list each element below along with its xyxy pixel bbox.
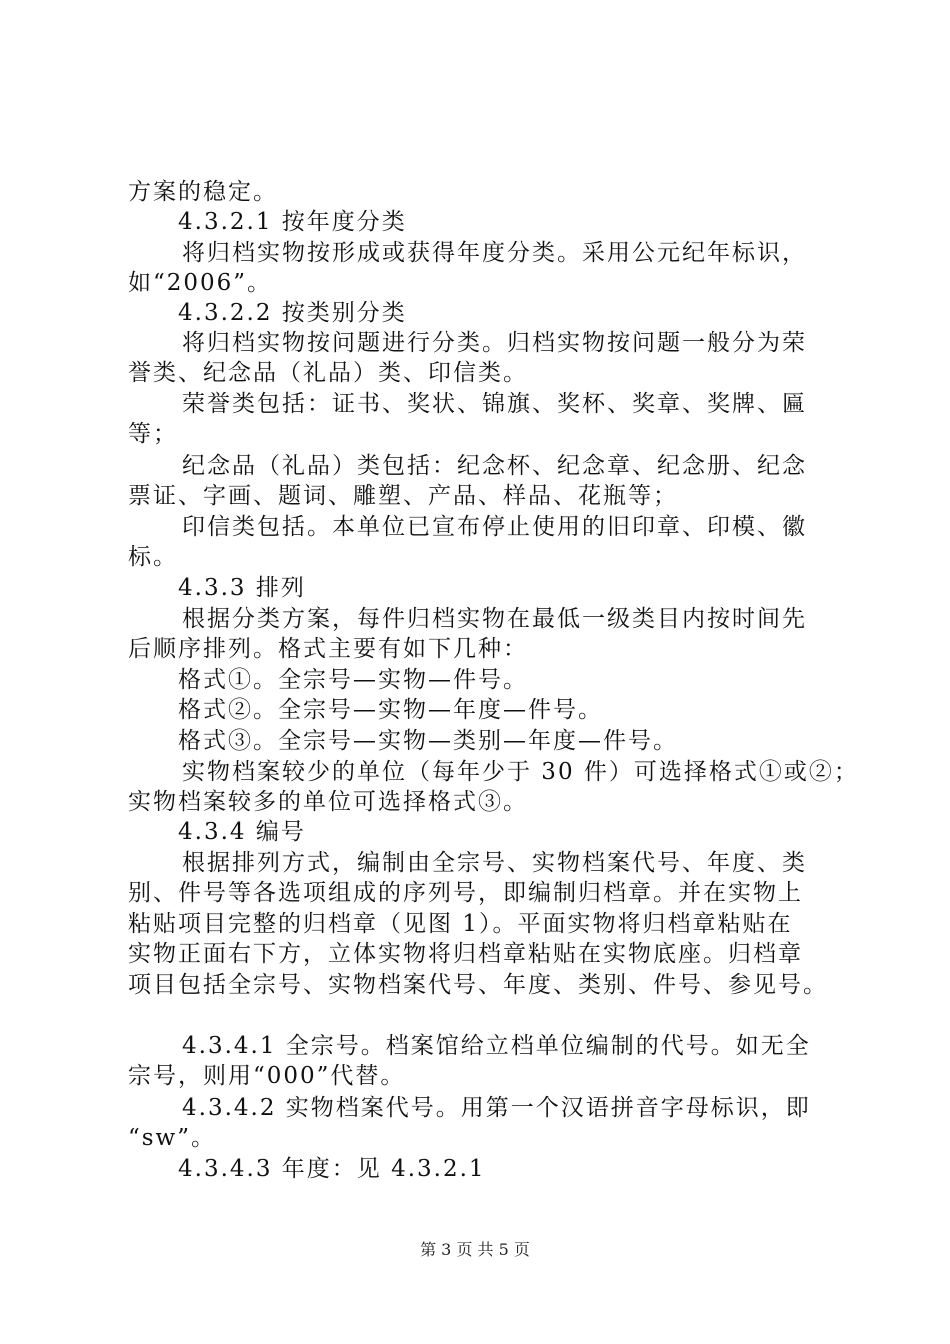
body-text-line: 4.3.4.2 实物档案代号。用第一个汉语拼音字母标识，即 bbox=[182, 1095, 811, 1121]
body-text-line: 粘贴项目完整的归档章（见图 1）。平面实物将归档章粘贴在 bbox=[128, 911, 793, 937]
body-text-line: 别、件号等各选项组成的序列号，即编制归档章。并在实物上 bbox=[128, 880, 803, 906]
body-text-line: 荣誉类包括：证书、奖状、锦旗、奖杯、奖章、奖牌、匾 bbox=[182, 391, 807, 417]
body-text-line: “sw”。 bbox=[128, 1125, 217, 1151]
body-text-line: 将归档实物按问题进行分类。归档实物按问题一般分为荣 bbox=[182, 330, 807, 356]
page-footer: 第 3 页 共 5 页 bbox=[420, 1240, 530, 1259]
body-text-line: 誉类、纪念品（礼品）类、印信类。 bbox=[128, 360, 528, 386]
body-text-line: 根据分类方案，每件归档实物在最低一级类目内按时间先 bbox=[182, 606, 807, 632]
body-text-line: 标。 bbox=[128, 544, 178, 570]
body-text-line: 方案的稳定。 bbox=[128, 179, 278, 205]
body-text-line: 印信类包括。本单位已宣布停止使用的旧印章、印模、徽 bbox=[182, 514, 807, 540]
body-text-line: 实物档案较多的单位可选择格式③。 bbox=[128, 789, 528, 815]
body-text-line: 后顺序排列。格式主要有如下几种： bbox=[128, 636, 528, 662]
body-text-line: 宗号，则用“000”代替。 bbox=[128, 1063, 406, 1089]
section-heading: 4.3.2.1 按年度分类 bbox=[178, 209, 407, 235]
section-heading: 4.3.4 编号 bbox=[178, 819, 306, 845]
body-text-line: 纪念品（礼品）类包括：纪念杯、纪念章、纪念册、纪念 bbox=[182, 453, 807, 479]
body-text-line: 将归档实物按形成或获得年度分类。采用公元纪年标识， bbox=[182, 240, 807, 266]
body-text-line: 如“2006”。 bbox=[128, 270, 273, 296]
body-text-line: 实物档案较少的单位（每年少于 30 件）可选择格式①或②； bbox=[182, 759, 859, 785]
body-text-line: 项目包括全宗号、实物档案代号、年度、类别、件号、参见号。 bbox=[128, 972, 828, 998]
body-text-line: 票证、字画、题词、雕塑、产品、样品、花瓶等； bbox=[128, 483, 678, 509]
body-text-line: 4.3.4.1 全宗号。档案馆给立档单位编制的代号。如无全 bbox=[182, 1033, 811, 1059]
body-text-line: 根据排列方式，编制由全宗号、实物档案代号、年度、类 bbox=[182, 850, 807, 876]
body-text-line: 实物正面右下方，立体实物将归档章粘贴在实物底座。归档章 bbox=[128, 941, 803, 967]
body-text-line: 格式②。全宗号—实物—年度—件号。 bbox=[178, 697, 603, 723]
section-heading: 4.3.2.2 按类别分类 bbox=[178, 300, 407, 326]
body-text-line: 格式①。全宗号—实物—件号。 bbox=[178, 667, 528, 693]
body-text-line: 格式③。全宗号—实物—类别—年度—件号。 bbox=[178, 728, 678, 754]
section-heading: 4.3.3 排列 bbox=[178, 575, 306, 601]
body-text-line: 4.3.4.3 年度：见 4.3.2.1 bbox=[178, 1156, 486, 1182]
body-text-line: 等； bbox=[128, 421, 178, 447]
